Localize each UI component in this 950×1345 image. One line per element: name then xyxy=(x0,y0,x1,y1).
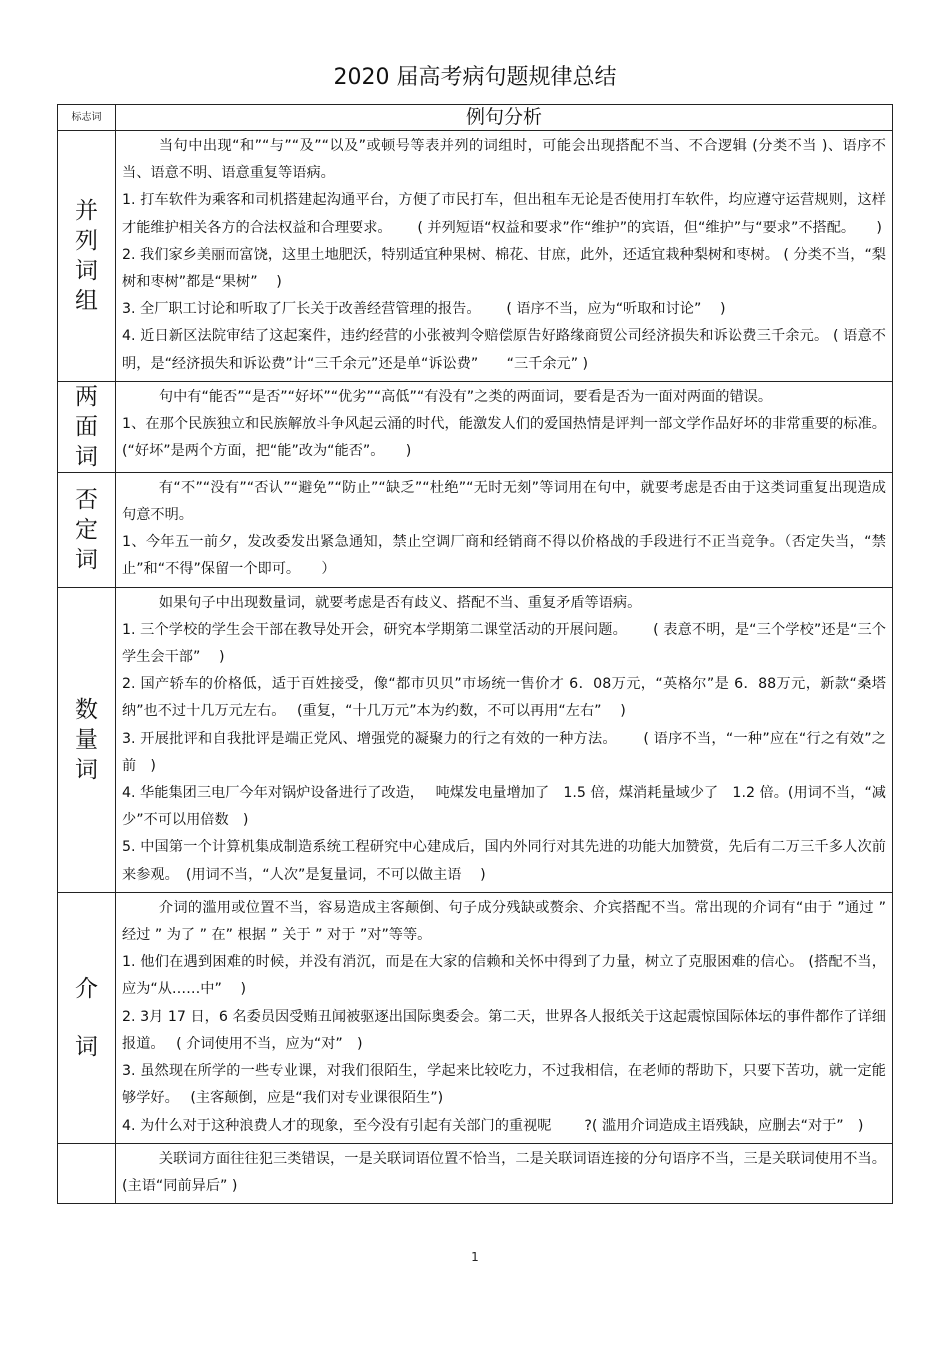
section-row xyxy=(58,131,893,382)
example-sentence: 4. 华能集团三电厂今年对锅炉设备进行了改造， 吨煤发电量增加了 1.5 倍，煤消耗量域少了 1.2 倍。(用词不当，“减少”不可以用倍数 ) xyxy=(122,785,886,829)
section-intro-text: 介词的滥用或位置不当，容易造成主客颠倒、句子成分残缺或赘余、介宾搭配不当。常出现的介词有“由于 ”通过 ” 经过 ” 为了 ” 在” 根据 ” 关于 ” 对于 ”对”等等。 xyxy=(122,899,886,944)
section-tag-char: 词 xyxy=(75,443,98,470)
section-analysis-cell xyxy=(116,472,893,587)
section-tag-cell xyxy=(58,587,116,892)
example-sentence: 2. 我们家乡美丽而富饶，这里土地肥沃，特别适宜种果树、棉花、甘庶，此外，还适宜栽种梨树和枣树。 ( 分类不当，“梨树和枣树”都是“果树” ) xyxy=(122,246,886,291)
section-row xyxy=(58,381,893,472)
example-sentence: 1. 三个学校的学生会干部在教导处开会，研究本学期第二课堂活动的开展问题。 ( 表意不明，是“三个学校”还是“三个学生会干部” ) xyxy=(122,621,886,666)
example-sentence: 3. 全厂职工讨论和听取了厂长关于改善经营管理的报告。 ( 语序不当，应为“听取和讨论” ) xyxy=(122,301,726,318)
section-tag-char: 组 xyxy=(75,287,98,314)
example-sentence: 3. 开展批评和自我批评是端正党风、增强党的凝聚力的行之有效的一种方法。 ( 语序不当，“一种”应在“行之有效”之前 ) xyxy=(122,730,886,774)
section-tag-char xyxy=(58,1004,115,1032)
example-sentence: 1、今年五一前夕，发改委发出紧急通知，禁止空调厂商和经销商不得以价格战的手段进行不正当竞争。（否定失当，“禁止”和“不得”保留一个即可。 ） xyxy=(122,534,886,578)
section-intro-text: 当句中出现“和”“与”“及”“以及”或顿号等表并列的词组时，可能会出现搭配不当、不合逻辑 (分类不当 )、语序不当、语意不明、语意重复等语病。 xyxy=(122,138,886,182)
section-intro-text: 如果句子中出现数量词，就要考虑是否有歧义、搭配不当、重复矛盾等语病。 xyxy=(158,594,642,611)
section-tag-char: 并 xyxy=(75,197,98,224)
section-tag-char: 列 xyxy=(75,227,98,254)
section-row xyxy=(58,472,893,587)
section-tag-char: 数 xyxy=(75,696,98,723)
section-tag-cell xyxy=(58,1143,116,1203)
section-tag-char: 介 xyxy=(75,975,98,1002)
section-intro-text: 有“不”“没有”“否认”“避免”“防止”“缺乏”“杜绝”“无时无刻”等词用在句中，就要考虑是否由于这类词重复出现造成句意不明。 xyxy=(122,479,886,524)
example-sentence: 4. 为什么对于这种浪费人才的现象，至今没有引起有关部门的重视呢 ?( 滥用介词造成主语残缺，应删去“对于” ) xyxy=(122,1117,864,1134)
page-number: 1 xyxy=(471,1250,479,1264)
section-tag-char: 量 xyxy=(75,726,98,753)
example-sentence: 2. 国产轿车的价格低，适于百姓接受，像“都市贝贝”市场统一售价才 6．08万元，“英格尔”是 6．88万元，新款“桑塔纳”也不过十几万元左右。 (重复，“十几万元”本为约数，不可以再用“左右” ) xyxy=(122,676,886,720)
section-tag-char: 词 xyxy=(75,257,98,284)
header-analysis-cell: 例句分析 xyxy=(116,105,893,131)
section-tag-char: 词 xyxy=(75,756,98,783)
section-analysis-cell xyxy=(116,892,893,1143)
section-analysis-cell xyxy=(116,131,893,382)
section-row xyxy=(58,1143,893,1203)
example-sentence: 2. 3月 17 日，6 名委员因受贿丑闻被驱逐出国际奥委会。第二天，世界各人报纸关于这起震惊国际体坛的事件都作了详细报道。 ( 介词使用不当，应为“对” ) xyxy=(122,1008,886,1052)
section-tag-char: 两 xyxy=(75,383,98,410)
section-intro-text: 关联词方面往往犯三类错误，一是关联词语位置不恰当，二是关联词语连接的分句语序不当，三是关联词使用不当。 (主语“同前异后” ) xyxy=(122,1150,886,1194)
example-sentence: 1、在那个民族独立和民族解放斗争风起云涌的时代，能激发人们的爱国热情是评判一部文学作品好坏的非常重要的标准。 (“好坏”是两个方面，把“能”改为“能否”。 ) xyxy=(122,416,886,460)
rules-table xyxy=(57,104,893,1204)
section-tag-cell xyxy=(58,131,116,382)
example-sentence: 1. 打车软件为乘客和司机搭建起沟通平台，方便了市民打车，但出租车无论是否使用打车软件，均应遵守运营规则，这样才能维护相关各方的合法权益和合理要求。 ( 并列短语“权益和要求”作“维护”的宾语，但“维护”与“要求”不搭配。 ) xyxy=(122,192,886,236)
section-tag-cell xyxy=(58,472,116,587)
section-tag-char: 否 xyxy=(75,486,98,513)
section-row xyxy=(58,892,893,1143)
section-tag-char: 面 xyxy=(75,413,98,440)
section-intro-text: 句中有“能否”“是否”“好坏”“优劣”“高低”“有没有”之类的两面词，要看是否为一面对两面的错误。 xyxy=(158,388,773,405)
section-tag-cell xyxy=(58,381,116,472)
table-header-row xyxy=(58,105,893,131)
section-row xyxy=(58,587,893,892)
section-analysis-cell xyxy=(116,381,893,472)
header-tag-cell: 标志词 xyxy=(58,105,116,131)
section-tag-char: 词 xyxy=(75,546,98,573)
section-analysis-cell xyxy=(116,1143,893,1203)
section-analysis-cell xyxy=(116,587,893,892)
section-tag-char: 定 xyxy=(75,516,98,543)
example-sentence: 3. 虽然现在所学的一些专业课，对我们很陌生，学起来比较吃力，不过我相信，在老师的帮助下，只要下苦功，就一定能够学好。 (主客颠倒，应是“我们对专业课很陌生”) xyxy=(122,1063,886,1107)
section-tag-cell xyxy=(58,892,116,1143)
section-tag-char: 词 xyxy=(75,1033,98,1060)
document-title: 2020 届高考病句题规律总结 xyxy=(333,65,617,90)
example-sentence: 1. 他们在遇到困难的时候，并没有消沉，而是在大家的信赖和关怀中得到了力量，树立了克服困难的信心。 (搭配不当，应为“从……中” ) xyxy=(122,954,886,998)
example-sentence: 5. 中国第一个计算机集成制造系统工程研究中心建成后，国内外同行对其先进的功能大加赞赏，先后有二万三千多人次前来参观。 (用词不当，“人次”是复量词，不可以做主语 ) xyxy=(122,839,886,883)
example-sentence: 4. 近日新区法院审结了这起案件，违约经营的小张被判令赔偿原告好路缘商贸公司经济损失和诉讼费三千余元。 ( 语意不明，是“经济损失和诉讼费”计“三千余元”还是单“诉讼费” “三千余元” ) xyxy=(122,328,886,372)
